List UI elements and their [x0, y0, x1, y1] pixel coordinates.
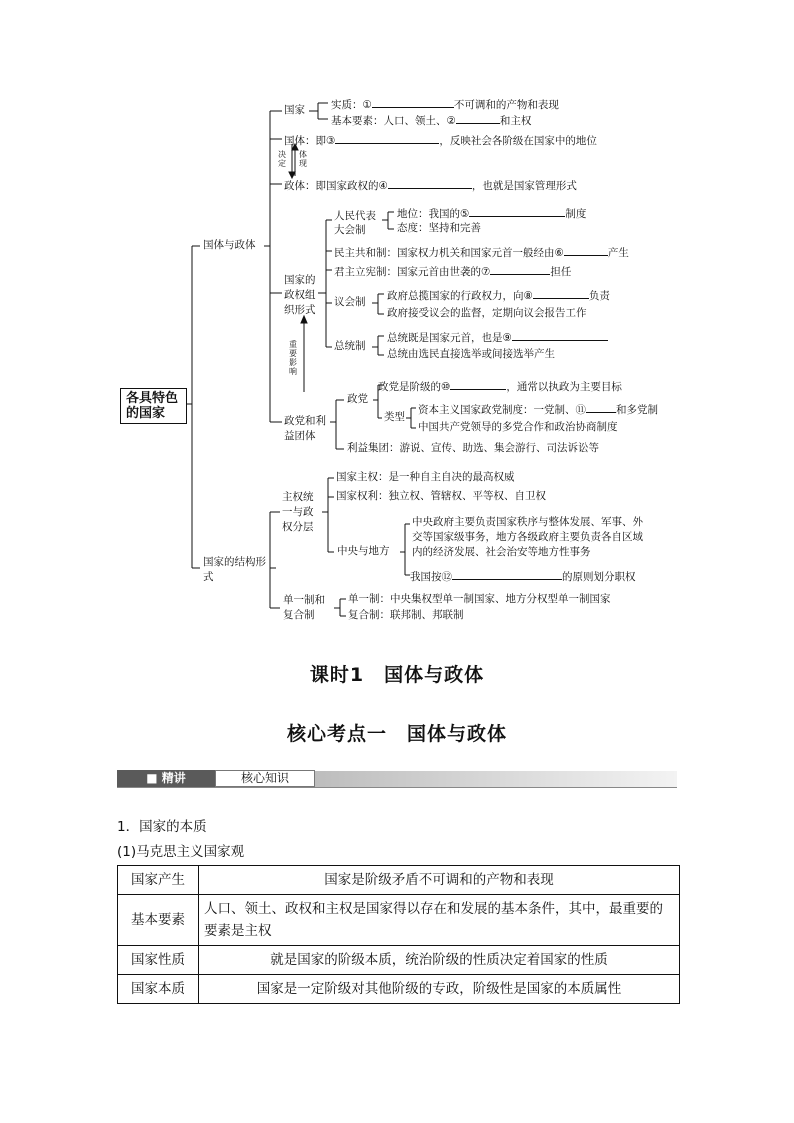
node-zhuquan-1: 国家主权：是一种自主自决的最高权威 — [336, 471, 515, 483]
blank-5[interactable] — [469, 206, 565, 217]
node-guoti: 国体：即③ ，反映社会各阶级在国家中的地位 — [284, 135, 597, 147]
blank-6[interactable] — [564, 245, 608, 256]
section-title: 核心考点一 国体与政体 — [286, 723, 507, 745]
blank-3[interactable] — [335, 133, 439, 144]
node-danyi: 单一制：中央集权型单一制国家、地方分权型单一制国家 — [348, 593, 611, 605]
table-row — [118, 866, 680, 895]
table-key: 国家产生 — [118, 866, 199, 895]
branch-guoti-zhengti: 国体与政体 — [203, 239, 256, 251]
blank-12[interactable] — [452, 569, 562, 580]
node-taidu: 态度：坚持和完善 — [397, 222, 481, 234]
subheading-marxism: (1)马克思主义国家观 — [117, 844, 245, 860]
node-zongtong-2: 总统由选民直接选举或间接选举产生 — [387, 348, 555, 360]
blank-7[interactable] — [490, 264, 550, 275]
node-zhongyang-1b: 交等国家级事务，地方各级政府主要负责各自区域 — [412, 531, 643, 543]
blank-10[interactable] — [450, 379, 506, 390]
table-row — [118, 895, 680, 946]
node-zhongyang-1a: 中央政府主要负责国家秩序与整体发展、军事、外 — [412, 516, 643, 528]
node-yihui: 议会制 — [334, 296, 366, 308]
node-zongtong: 总统制 — [334, 340, 366, 352]
node-guojia: 国家 — [284, 104, 305, 116]
section-bar — [117, 768, 677, 788]
node-zhengdang-liyi: 政党和利益团体 — [284, 415, 326, 442]
table-value: 人口、领土、政权和主权是国家得以存在和发展的基本条件，其中，最重要的要素是主权 — [199, 895, 680, 946]
bar-label: 核心知识 — [215, 770, 315, 787]
table-value: 国家是阶级矛盾不可调和的产物和表现 — [199, 866, 680, 895]
node-zhengdang-1: 政党是阶级的⑩ ，通常以执政为主要目标 — [378, 381, 622, 393]
blank-4[interactable] — [388, 178, 472, 189]
table-key: 国家性质 — [118, 946, 199, 975]
node-minzhu: 民主共和制：国家权力机关和国家元首一般经由⑥ 产生 — [334, 247, 629, 259]
node-zhengdang: 政党 — [347, 393, 368, 405]
blank-1[interactable] — [372, 97, 454, 108]
node-yihui-1: 政府总揽国家的行政权力，向⑧ 负责 — [387, 290, 610, 302]
node-shizhi: 实质：① 不可调和的产物和表现 — [331, 99, 559, 111]
table-value: 国家是一定阶级对其他阶级的专政，阶级性是国家的本质属性 — [199, 975, 680, 1004]
node-zhuquan-2: 国家权利：独立权、管辖权、平等权、自卫权 — [336, 490, 546, 502]
mindmap-root: 各具特色的国家 — [120, 388, 187, 424]
node-diwei: 地位：我国的⑤ 制度 — [397, 208, 587, 220]
branch-jiegou-xingshi: 国家的结构形式 — [203, 556, 266, 583]
concept-table — [117, 865, 680, 1004]
blank-8[interactable] — [533, 288, 589, 299]
blank-2[interactable] — [456, 113, 500, 124]
table-value: 就是国家的阶级本质，统治阶级的性质决定着国家的性质 — [199, 946, 680, 975]
table-key: 国家本质 — [118, 975, 199, 1004]
blank-9[interactable] — [512, 330, 608, 341]
node-zongtong-1: 总统既是国家元首，也是⑨ — [387, 330, 608, 344]
bar-gradient — [315, 771, 677, 787]
table-row — [118, 946, 680, 975]
label-tixian: 体现 — [299, 150, 307, 168]
node-zhuquan-tongyi: 主权统一与政权分层 — [282, 491, 314, 533]
node-liyi: 利益集团：游说、宣传、助选、集会游行、司法诉讼等 — [347, 442, 599, 454]
node-junzhu: 君主立宪制：国家元首由世袭的⑦ 担任 — [334, 266, 572, 278]
node-leixing-1: 资本主义国家政党制度：一党制、⑪ 和多党制 — [418, 404, 658, 416]
node-yaosu: 基本要素：人口、领土、② 和主权 — [331, 115, 532, 127]
node-danyi-fuhe: 单一制和复合制 — [283, 594, 325, 621]
bar-tag: ■ 精讲 — [117, 770, 215, 787]
node-zhongyang-1c: 内的经济发展、社会治安等地方性事务 — [412, 546, 591, 558]
blank-11[interactable] — [586, 402, 616, 413]
label-jueding: 决定 — [278, 150, 286, 168]
node-leixing: 类型 — [384, 411, 405, 423]
table-key: 基本要素 — [118, 895, 199, 946]
node-leixing-2: 中国共产党领导的多党合作和政治协商制度 — [418, 421, 618, 433]
node-zhengti: 政体：即国家政权的④ ，也就是国家管理形式 — [284, 180, 577, 192]
node-yihui-2: 政府接受议会的监督，定期向议会报告工作 — [387, 307, 587, 319]
table-row — [118, 975, 680, 1004]
lesson-title: 课时1 国体与政体 — [309, 664, 485, 686]
node-zhongyang-2: 我国按⑫ 的原则划分职权 — [410, 571, 636, 583]
node-renda: 人民代表大会制 — [334, 210, 376, 236]
bar-underline — [117, 787, 677, 788]
node-zhongyang-difang: 中央与地方 — [337, 545, 390, 557]
node-fuhe: 复合制：联邦制、邦联制 — [348, 609, 464, 621]
heading-nature: 1．国家的本质 — [117, 819, 207, 835]
node-zhengquan-zuzhi: 国家的政权组织形式 — [284, 274, 316, 316]
label-zhongyao: 重要影响 — [289, 340, 297, 376]
